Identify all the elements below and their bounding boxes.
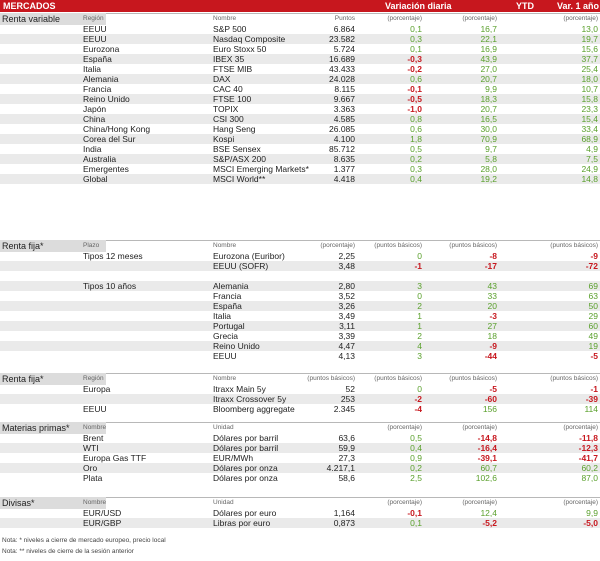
column-header: (porcentaje) (462, 499, 497, 506)
table-cell: Francia (83, 84, 112, 94)
table-cell: Dólares por onza (213, 463, 278, 473)
table-row (0, 508, 600, 518)
table-cell: EEUU (83, 34, 107, 44)
table-cell: 43 (487, 281, 497, 291)
table-cell: 4.418 (333, 174, 355, 184)
table-cell: 0,1 (410, 44, 422, 54)
table-cell: 60 (588, 321, 598, 331)
column-header-row (0, 374, 600, 384)
table-cell: Grecia (213, 331, 239, 341)
column-header: Región (83, 15, 104, 22)
table-cell: -0,2 (407, 64, 422, 74)
table-cell: 0,4 (410, 443, 422, 453)
table-cell: 1,164 (333, 508, 355, 518)
table-cell: 253 (340, 394, 355, 404)
table-cell: 15,6 (581, 44, 598, 54)
column-header: Unidad (213, 499, 234, 506)
table-cell: 0,3 (410, 34, 422, 44)
table-cell: 13,0 (581, 24, 598, 34)
table-cell: S&P 500 (213, 24, 247, 34)
table-cell: Corea del Sur (83, 134, 136, 144)
table-row (0, 281, 600, 291)
table-cell: 19,2 (480, 174, 497, 184)
table-cell: 3,52 (338, 291, 355, 301)
table-cell: Itraxx Crossover 5y (213, 394, 287, 404)
column-header: (porcentaje) (320, 242, 355, 249)
table-cell: 59,9 (338, 443, 355, 453)
table-cell: 2,25 (338, 251, 355, 261)
table-row (0, 164, 600, 174)
column-header: (porcentaje) (563, 499, 598, 506)
table-cell: 24,9 (581, 164, 598, 174)
table-cell: -9 (590, 251, 598, 261)
table-cell: 0,873 (333, 518, 355, 528)
table-cell: 19,7 (581, 34, 598, 44)
table-cell: 0,5 (410, 433, 422, 443)
table-cell: Tipos 10 años (83, 281, 137, 291)
table-cell: 2,80 (338, 281, 355, 291)
table-cell: 58,6 (338, 473, 355, 483)
table-row (0, 433, 600, 443)
table-cell: -16,4 (477, 443, 497, 453)
table-cell: 9,9 (485, 84, 497, 94)
table-row (0, 261, 600, 271)
table-cell: -0,1 (407, 508, 422, 518)
table-cell: Eurozona (83, 44, 120, 54)
table-cell: -0,1 (407, 84, 422, 94)
table-row (0, 44, 600, 54)
table-cell: 20 (487, 301, 497, 311)
table-cell: -5 (489, 384, 497, 394)
table-cell: 9,9 (586, 508, 598, 518)
table-cell: Italia (83, 64, 101, 74)
footnote: Nota: ** niveles de cierre de la sesión anterior (2, 548, 134, 555)
table-cell: MSCI World** (213, 174, 266, 184)
table-cell: 2.345 (333, 404, 355, 414)
table-cell: 3,39 (338, 331, 355, 341)
table-cell: 15,4 (581, 114, 598, 124)
table-cell: Italia (213, 311, 231, 321)
table-cell: 16.689 (329, 54, 355, 64)
table-cell: 0,9 (410, 453, 422, 463)
table-cell: 52 (345, 384, 355, 394)
table-cell: 25,4 (581, 64, 598, 74)
table-cell: 18 (487, 331, 497, 341)
table-cell: Euro Stoxx 50 (213, 44, 267, 54)
table-cell: 0,2 (410, 154, 422, 164)
table-cell: 0 (417, 251, 422, 261)
column-header: Nombre (83, 499, 107, 506)
table-cell: 8.115 (334, 84, 355, 94)
table-cell: Nasdaq Composite (213, 34, 286, 44)
table-cell: -0,5 (407, 94, 422, 104)
table-cell: MSCI Emerging Markets* (213, 164, 309, 174)
table-cell: Tipos 12 meses (83, 251, 143, 261)
column-header: Puntos (334, 15, 355, 22)
table-cell: Alemania (83, 74, 119, 84)
table-row (0, 64, 600, 74)
table-cell: WTI (83, 443, 99, 453)
column-header: (porcentaje) (387, 15, 422, 22)
table-cell: 0,2 (410, 463, 422, 473)
column-header: (puntos básicos) (550, 242, 598, 249)
table-cell: 26.085 (329, 124, 355, 134)
table-cell: 14,8 (581, 174, 598, 184)
table-cell: 2,5 (410, 473, 422, 483)
table-cell: 2 (417, 301, 422, 311)
column-header: (puntos básicos) (449, 242, 497, 249)
table-cell: 30,0 (480, 124, 497, 134)
table-row (0, 394, 600, 404)
table-cell: Hang Seng (213, 124, 256, 134)
table-cell: Libras por euro (213, 518, 271, 528)
table-cell: Dólares por euro (213, 508, 277, 518)
column-header: (porcentaje) (462, 424, 497, 431)
table-cell: 0 (417, 291, 422, 301)
table-cell: 3,48 (338, 261, 355, 271)
table-cell: Brent (83, 433, 104, 443)
table-cell: 8.635 (333, 154, 355, 164)
table-cell: 49 (588, 331, 598, 341)
table-cell: España (83, 54, 112, 64)
table-cell: -44 (484, 351, 497, 361)
table-cell: 27,3 (338, 453, 355, 463)
column-header: (puntos básicos) (307, 375, 355, 382)
table-cell: EEUU (83, 404, 107, 414)
table-row (0, 311, 600, 321)
table-cell: -72 (585, 261, 598, 271)
table-cell: -41,7 (578, 453, 598, 463)
table-cell: -12,3 (578, 443, 598, 453)
table-cell: 102,6 (475, 473, 497, 483)
table-row (0, 291, 600, 301)
table-cell: 60,7 (480, 463, 497, 473)
table-cell: 114 (584, 404, 598, 414)
table-cell: S&P/ASX 200 (213, 154, 266, 164)
table-cell: 28,0 (480, 164, 497, 174)
table-cell: 4,13 (338, 351, 355, 361)
table-cell: 16,5 (480, 114, 497, 124)
table-cell: Global (83, 174, 108, 184)
table-cell: 69 (588, 281, 598, 291)
table-cell: 12,4 (480, 508, 497, 518)
table-cell: 16,9 (480, 44, 497, 54)
column-header: (puntos básicos) (374, 375, 422, 382)
table-cell: -2 (414, 394, 422, 404)
table-cell: 5.724 (333, 44, 355, 54)
table-cell: 0,5 (410, 144, 422, 154)
table-cell: -11,8 (579, 433, 598, 443)
table-cell: 43,9 (480, 54, 497, 64)
table-cell: 4.585 (333, 114, 355, 124)
page-title: MERCADOS (3, 1, 56, 11)
table-cell: 50 (588, 301, 598, 311)
table-cell: 15,8 (581, 94, 598, 104)
table-cell: Japón (83, 104, 107, 114)
table-cell: China (83, 114, 106, 124)
table-cell: Australia (83, 154, 117, 164)
table-cell: 4.100 (333, 134, 355, 144)
table-row (0, 404, 600, 414)
table-cell: EEUU (83, 24, 107, 34)
column-header: Nombre (213, 242, 237, 249)
table-cell: 2 (417, 331, 422, 341)
table-row (0, 251, 600, 261)
table-cell: 1.377 (333, 164, 355, 174)
table-cell: 68,9 (581, 134, 598, 144)
table-cell: -5,2 (482, 518, 497, 528)
table-cell: 63,6 (338, 433, 355, 443)
table-cell: IBEX 35 (213, 54, 245, 64)
column-header: (puntos básicos) (449, 375, 497, 382)
column-header: (porcentaje) (387, 424, 422, 431)
table-cell: -4 (414, 404, 422, 414)
table-row (0, 124, 600, 134)
table-cell: Reino Unido (213, 341, 260, 351)
section-title: Divisas* (0, 497, 106, 509)
table-cell: 23.582 (329, 34, 355, 44)
table-cell: 10,7 (581, 84, 598, 94)
table-row (0, 271, 600, 281)
daily-change-header: Variación diaria (385, 1, 452, 11)
table-cell: 0,6 (410, 124, 422, 134)
column-header: (porcentaje) (462, 15, 497, 22)
table-cell: 0,3 (410, 164, 422, 174)
table-cell: 22,1 (480, 34, 497, 44)
header-banner (0, 0, 600, 12)
table-cell: 33 (487, 291, 497, 301)
table-row (0, 144, 600, 154)
table-cell: Eurozona (Euribor) (213, 251, 285, 261)
table-cell: 20,7 (480, 74, 497, 84)
table-cell: DAX (213, 74, 231, 84)
table-row (0, 134, 600, 144)
table-cell: 5,8 (485, 154, 497, 164)
column-header-row (0, 14, 600, 24)
column-header: Región (83, 375, 104, 382)
section-title: Materias primas* (0, 422, 106, 434)
section-title: Renta fija* (0, 373, 106, 385)
table-cell: -14,8 (477, 433, 497, 443)
table-row (0, 518, 600, 528)
table-cell: Kospi (213, 134, 235, 144)
column-header: (puntos básicos) (374, 242, 422, 249)
table-row (0, 114, 600, 124)
table-row (0, 154, 600, 164)
table-cell: Portugal (213, 321, 245, 331)
table-cell: -39,1 (477, 453, 497, 463)
table-cell: España (213, 301, 242, 311)
section-title: Renta fija* (0, 240, 106, 252)
table-row (0, 94, 600, 104)
table-cell: 24.028 (329, 74, 355, 84)
table-cell: -8 (489, 251, 497, 261)
table-cell: 18,0 (581, 74, 598, 84)
table-cell: 70,9 (480, 134, 497, 144)
table-cell: EUR/USD (83, 508, 122, 518)
table-cell: 43.433 (329, 64, 355, 74)
table-row (0, 321, 600, 331)
table-cell: 6.864 (333, 24, 355, 34)
table-cell: 4,47 (338, 341, 355, 351)
table-cell: Reino Unido (83, 94, 130, 104)
table-cell: Europa (83, 384, 111, 394)
table-row (0, 104, 600, 114)
table-cell: Dólares por barril (213, 433, 279, 443)
table-row (0, 341, 600, 351)
table-cell: China/Hong Kong (83, 124, 151, 134)
table-cell: 63 (588, 291, 598, 301)
table-row (0, 74, 600, 84)
table-cell: 37,7 (581, 54, 598, 64)
table-cell: FTSE 100 (213, 94, 252, 104)
table-cell: -5 (590, 351, 598, 361)
table-cell: 16,7 (480, 24, 497, 34)
column-header: (porcentaje) (563, 15, 598, 22)
table-cell: 3 (417, 351, 422, 361)
table-cell: 4.217,1 (326, 463, 355, 473)
table-cell: 33,4 (581, 124, 598, 134)
table-cell: 0,1 (410, 24, 422, 34)
table-cell: 3,11 (339, 321, 355, 331)
table-cell: 4,9 (586, 144, 598, 154)
table-cell: 1 (417, 321, 422, 331)
table-cell: 9,7 (485, 144, 497, 154)
table-cell: Dólares por onza (213, 473, 278, 483)
table-cell: 0,1 (410, 518, 422, 528)
table-cell: 7,5 (586, 154, 598, 164)
table-cell: -0,3 (407, 54, 422, 64)
column-header-row (0, 241, 600, 251)
table-cell: 1 (417, 311, 422, 321)
table-cell: EUR/MWh (213, 453, 254, 463)
table-cell: Plata (83, 473, 103, 483)
table-row (0, 384, 600, 394)
table-cell: 0 (417, 384, 422, 394)
table-cell: -17 (484, 261, 497, 271)
table-cell: Alemania (213, 281, 249, 291)
table-cell: 23,3 (581, 104, 598, 114)
column-header-row (0, 498, 600, 508)
table-cell: 4 (417, 341, 422, 351)
table-cell: EUR/GBP (83, 518, 122, 528)
table-cell: Dólares por barril (213, 443, 279, 453)
table-cell: 0,8 (410, 114, 422, 124)
table-cell: 18,3 (480, 94, 497, 104)
column-header: Plazo (83, 242, 100, 249)
table-cell: FTSE MIB (213, 64, 253, 74)
table-row (0, 84, 600, 94)
table-row (0, 54, 600, 64)
table-cell: 87,0 (581, 473, 598, 483)
table-cell: Itraxx Main 5y (213, 384, 266, 394)
table-cell: EEUU (SOFR) (213, 261, 269, 271)
column-header: Nombre (83, 424, 107, 431)
table-row (0, 443, 600, 453)
table-row (0, 34, 600, 44)
table-cell: 0,6 (410, 74, 422, 84)
table-cell: -5,0 (583, 518, 598, 528)
table-cell: -60 (484, 394, 497, 404)
table-cell: 1,8 (410, 134, 422, 144)
column-header: (porcentaje) (563, 424, 598, 431)
table-cell: -1 (414, 261, 422, 271)
table-cell: 3,49 (338, 311, 355, 321)
table-cell: TOPIX (213, 104, 239, 114)
ytd-header: YTD (516, 1, 534, 11)
column-header: (puntos básicos) (550, 375, 598, 382)
table-cell: CSI 300 (213, 114, 244, 124)
table-row (0, 453, 600, 463)
table-cell: -39 (585, 394, 598, 404)
column-header: Unidad (213, 424, 234, 431)
table-cell: -1 (590, 384, 598, 394)
table-cell: -9 (489, 341, 497, 351)
table-cell: 60,2 (581, 463, 598, 473)
table-cell: 0,4 (410, 174, 422, 184)
column-header: (porcentaje) (387, 499, 422, 506)
table-row (0, 351, 600, 361)
table-cell: 29 (588, 311, 598, 321)
table-row (0, 301, 600, 311)
column-header-row (0, 423, 600, 433)
table-cell: 27,0 (480, 64, 497, 74)
table-cell: Francia (213, 291, 242, 301)
table-cell: 27 (487, 321, 497, 331)
table-cell: BSE Sensex (213, 144, 261, 154)
footnote: Nota: * niveles a cierre de mercado europeo, precio local (2, 537, 166, 544)
table-row (0, 24, 600, 34)
table-row (0, 473, 600, 483)
column-header: Nombre (213, 375, 237, 382)
table-cell: 20,7 (480, 104, 497, 114)
table-row (0, 331, 600, 341)
table-cell: 85.712 (329, 144, 355, 154)
table-cell: 156 (482, 404, 497, 414)
table-row (0, 463, 600, 473)
one-year-header: Var. 1 año (557, 1, 600, 11)
table-cell: 19 (588, 341, 598, 351)
table-cell: 3,26 (338, 301, 355, 311)
table-cell: -3 (489, 311, 497, 321)
table-cell: Oro (83, 463, 98, 473)
table-cell: Bloomberg aggregate (213, 404, 295, 414)
table-cell: Europa Gas TTF (83, 453, 147, 463)
table-cell: India (83, 144, 102, 154)
table-cell: 3 (417, 281, 422, 291)
table-cell: Emergentes (83, 164, 129, 174)
table-cell: EEUU (213, 351, 237, 361)
table-cell: CAC 40 (213, 84, 243, 94)
table-row (0, 174, 600, 184)
column-header: Nombre (213, 15, 237, 22)
section-title: Renta variable (0, 13, 106, 25)
table-cell: -1,0 (407, 104, 422, 114)
table-cell: 9.667 (333, 94, 355, 104)
table-cell: 3.363 (333, 104, 355, 114)
